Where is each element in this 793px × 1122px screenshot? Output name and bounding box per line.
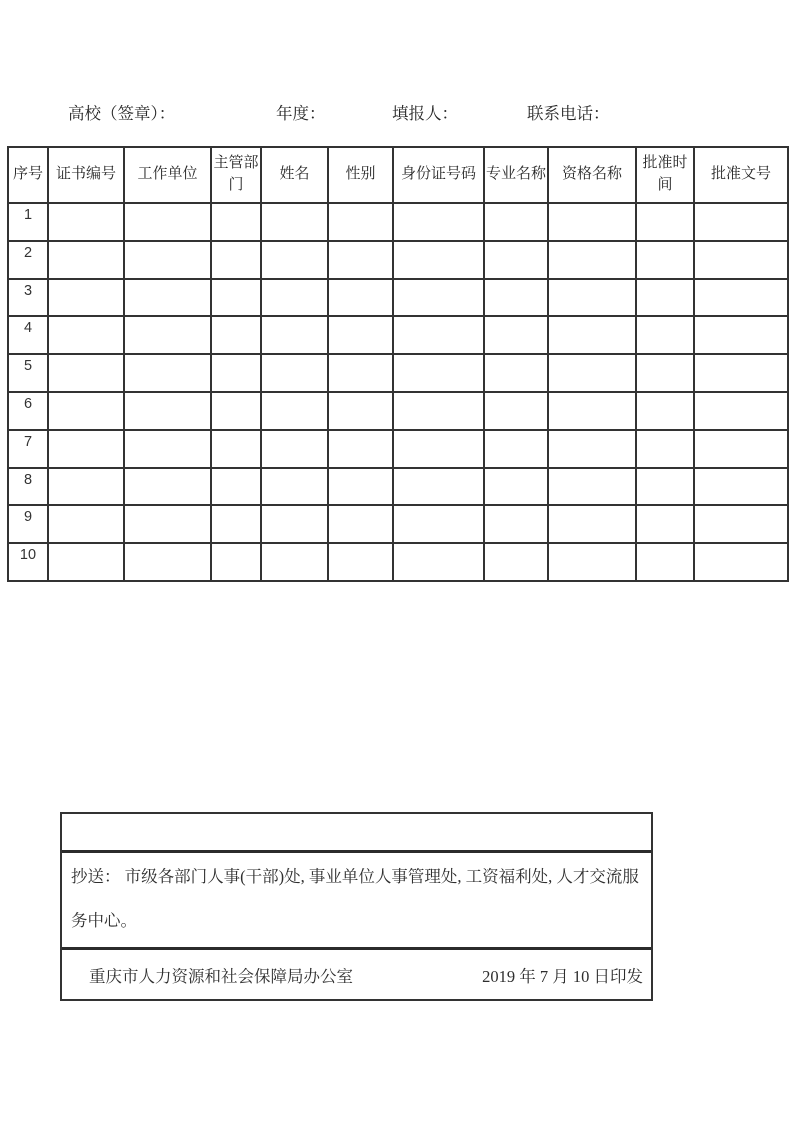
empty-cell [48, 279, 124, 317]
empty-cell [636, 430, 694, 468]
empty-cell [261, 279, 328, 317]
table-row [8, 241, 788, 279]
empty-cell [636, 241, 694, 279]
school-seal-label: 高校（签章）： [68, 104, 176, 123]
col-header-approval-time: 批准时间 [636, 147, 694, 203]
empty-cell [484, 316, 548, 354]
empty-cell [694, 392, 788, 430]
empty-cell [393, 354, 484, 392]
empty-cell [328, 354, 393, 392]
empty-cell [393, 241, 484, 279]
empty-cell [484, 505, 548, 543]
table-row [8, 505, 788, 543]
empty-cell [548, 505, 636, 543]
empty-cell [211, 203, 261, 241]
cc-note-line2: 务中心。 [71, 911, 137, 930]
print-date: 2019 年 7 月 10 日印发 [482, 966, 643, 986]
empty-cell [124, 203, 211, 241]
row-number-cell: 7 [8, 430, 48, 468]
empty-cell [393, 279, 484, 317]
issuer-row [62, 950, 651, 999]
empty-cell [261, 543, 328, 581]
empty-cell [48, 203, 124, 241]
header-fields-line [0, 100, 793, 126]
empty-cell [393, 468, 484, 506]
empty-cell [484, 354, 548, 392]
table-row [8, 468, 788, 506]
empty-cell [124, 505, 211, 543]
empty-cell [484, 279, 548, 317]
empty-cell [48, 468, 124, 506]
qualification-roster-table [7, 146, 789, 582]
empty-cell [124, 241, 211, 279]
row-number-cell: 10 [8, 543, 48, 581]
empty-cell [393, 430, 484, 468]
empty-cell [48, 316, 124, 354]
table-header-row [8, 147, 788, 203]
empty-cell [328, 430, 393, 468]
empty-cell [211, 468, 261, 506]
empty-cell [636, 354, 694, 392]
table-row [8, 354, 788, 392]
footer-box [60, 812, 653, 1001]
empty-cell [261, 392, 328, 430]
table-row [8, 203, 788, 241]
empty-cell [694, 430, 788, 468]
empty-cell [636, 468, 694, 506]
empty-cell [694, 279, 788, 317]
empty-cell [328, 543, 393, 581]
year-label: 年度： [276, 104, 326, 123]
empty-cell [694, 543, 788, 581]
empty-cell [211, 543, 261, 581]
row-number-cell: 5 [8, 354, 48, 392]
empty-cell [694, 203, 788, 241]
col-header-gender: 性别 [328, 147, 393, 203]
empty-cell [393, 543, 484, 581]
empty-cell [484, 468, 548, 506]
col-header-certificate-no: 证书编号 [48, 147, 124, 203]
col-header-name: 姓名 [261, 147, 328, 203]
empty-cell [211, 505, 261, 543]
empty-cell [124, 430, 211, 468]
empty-cell [636, 203, 694, 241]
empty-cell [211, 241, 261, 279]
empty-cell [48, 241, 124, 279]
empty-cell [694, 468, 788, 506]
empty-cell [211, 316, 261, 354]
empty-cell [261, 430, 328, 468]
empty-cell [393, 203, 484, 241]
empty-cell [694, 316, 788, 354]
empty-cell [484, 392, 548, 430]
col-header-work-unit: 工作单位 [124, 147, 211, 203]
empty-cell [211, 430, 261, 468]
empty-cell [124, 392, 211, 430]
row-number-cell: 8 [8, 468, 48, 506]
footer-empty-strip [62, 814, 651, 853]
empty-cell [261, 468, 328, 506]
empty-cell [636, 392, 694, 430]
table-row [8, 316, 788, 354]
empty-cell [211, 354, 261, 392]
empty-cell [124, 279, 211, 317]
empty-cell [484, 430, 548, 468]
col-header-supervising-dept: 主管部门 [211, 147, 261, 203]
empty-cell [124, 468, 211, 506]
empty-cell [328, 468, 393, 506]
col-header-qualification-name: 资格名称 [548, 147, 636, 203]
empty-cell [211, 279, 261, 317]
phone-label: 联系电话： [527, 104, 610, 123]
issuer-name: 重庆市人力资源和社会保障局办公室 [89, 966, 353, 986]
empty-cell [211, 392, 261, 430]
empty-cell [694, 241, 788, 279]
empty-cell [124, 316, 211, 354]
empty-cell [548, 543, 636, 581]
row-number-cell: 6 [8, 392, 48, 430]
empty-cell [636, 316, 694, 354]
empty-cell [484, 543, 548, 581]
col-header-approval-doc-no: 批准文号 [694, 147, 788, 203]
empty-cell [328, 505, 393, 543]
row-number-cell: 4 [8, 316, 48, 354]
empty-cell [261, 505, 328, 543]
empty-cell [636, 279, 694, 317]
empty-cell [328, 279, 393, 317]
table-row [8, 392, 788, 430]
empty-cell [261, 316, 328, 354]
col-header-id-number: 身份证号码 [393, 147, 484, 203]
empty-cell [328, 392, 393, 430]
empty-cell [548, 468, 636, 506]
empty-cell [261, 354, 328, 392]
empty-cell [636, 505, 694, 543]
row-number-cell: 9 [8, 505, 48, 543]
empty-cell [328, 241, 393, 279]
table-row [8, 430, 788, 468]
empty-cell [694, 354, 788, 392]
empty-cell [261, 203, 328, 241]
empty-cell [548, 279, 636, 317]
empty-cell [393, 316, 484, 354]
empty-cell [48, 354, 124, 392]
empty-cell [393, 505, 484, 543]
table-row [8, 543, 788, 581]
empty-cell [261, 241, 328, 279]
empty-cell [48, 430, 124, 468]
empty-cell [48, 505, 124, 543]
filler-label: 填报人： [392, 104, 458, 123]
empty-cell [548, 241, 636, 279]
empty-cell [328, 203, 393, 241]
empty-cell [548, 430, 636, 468]
cc-note [62, 853, 651, 950]
empty-cell [48, 392, 124, 430]
empty-cell [484, 241, 548, 279]
empty-cell [548, 203, 636, 241]
empty-cell [328, 316, 393, 354]
empty-cell [636, 543, 694, 581]
col-header-major-name: 专业名称 [484, 147, 548, 203]
empty-cell [548, 316, 636, 354]
cc-note-line1: 抄送： 市级各部门人事(干部)处, 事业单位人事管理处, 工资福利处, 人才交流服 [71, 867, 639, 886]
empty-cell [484, 203, 548, 241]
table-row [8, 279, 788, 317]
row-number-cell: 1 [8, 203, 48, 241]
empty-cell [393, 392, 484, 430]
empty-cell [694, 505, 788, 543]
col-header-serial-no: 序号 [8, 147, 48, 203]
empty-cell [548, 354, 636, 392]
empty-cell [124, 543, 211, 581]
empty-cell [548, 392, 636, 430]
empty-cell [48, 543, 124, 581]
row-number-cell: 2 [8, 241, 48, 279]
empty-cell [124, 354, 211, 392]
row-number-cell: 3 [8, 279, 48, 317]
